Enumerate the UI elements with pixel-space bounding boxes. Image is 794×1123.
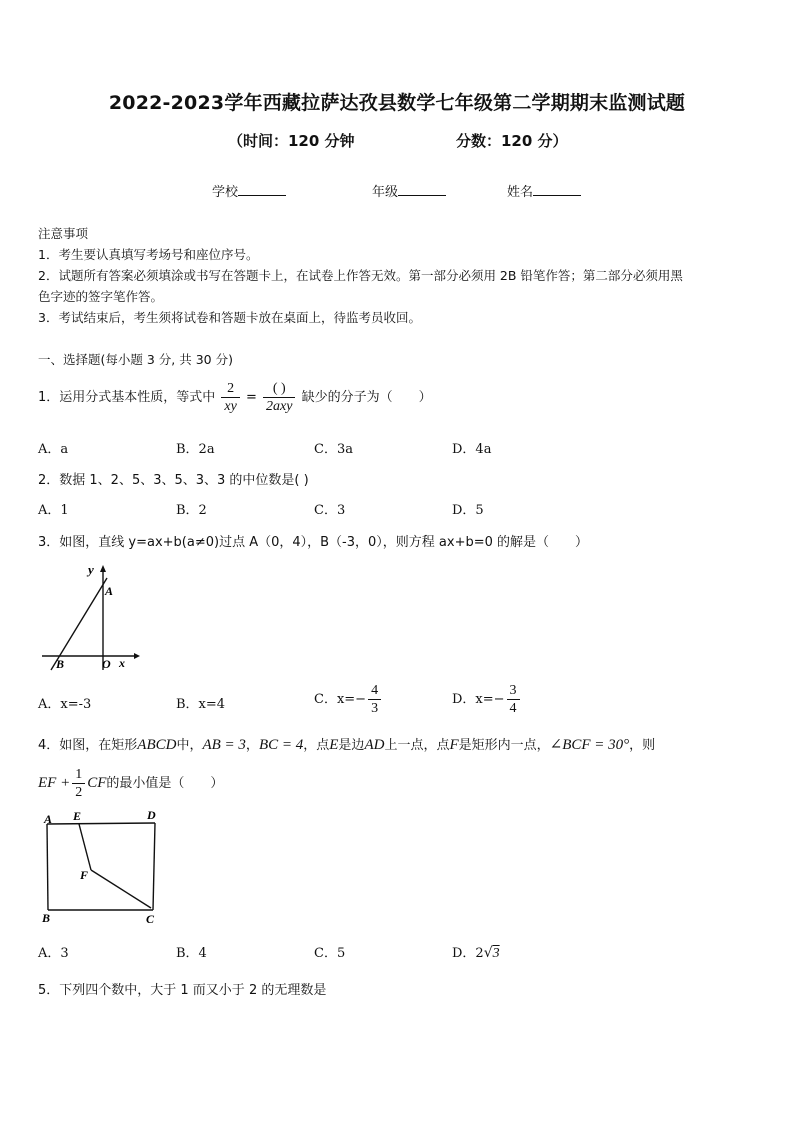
q3-label-x: x	[119, 656, 125, 670]
question-4-line-1: 4．如图，在矩形ABCD中，AB = 3，BC = 4，点E是边AD上一点，点F是矩形内一点，∠BCF = 30°，则	[38, 737, 656, 753]
q4-side-dc	[153, 823, 155, 910]
q4-segment-ef	[79, 824, 91, 870]
notice-item-3: 3．考试结束后，考生须将试卷和答题卡放在桌面上，待监考员收回。	[38, 310, 421, 325]
page-title: 2022-2023学年西藏拉萨达孜县数学七年级第二学期期末监测试题	[108, 92, 686, 114]
q4-label-d: D	[147, 808, 156, 822]
school-label: 学校	[212, 185, 239, 200]
q2-option-c[interactable]: C．3	[314, 503, 346, 518]
school-blank[interactable]	[238, 183, 286, 196]
grade-field[interactable]	[372, 181, 446, 200]
notice-item-2a: 2．试题所有答案必须填涂或书写在答题卡上，在试卷上作答无效。第一部分必须用 2B 铅笔作答；第二部分必须用黑	[38, 268, 683, 283]
q4-option-b[interactable]: B．4	[176, 946, 207, 961]
q2-option-b[interactable]: B．2	[176, 503, 207, 518]
grade-blank[interactable]	[398, 183, 446, 196]
q1-option-b[interactable]: B．2a	[176, 442, 215, 457]
question-5: 5．下列四个数中，大于 1 而又小于 2 的无理数是	[38, 983, 327, 998]
q4-label-c: C	[146, 912, 155, 926]
q4-option-d[interactable]: D．2√3	[452, 945, 500, 961]
q3-x-arrow	[134, 653, 140, 659]
question-1	[38, 378, 432, 418]
q4-figure	[38, 804, 168, 928]
q1-equals: =	[246, 390, 257, 405]
q3-label-o: O	[102, 657, 111, 671]
q1-fraction-right: $\frac{( )}{\text{2axy}}$	[263, 380, 295, 415]
question-3: 3．如图，直线 y=ax+b(a≠0)过点 A（0，4），B（-3，0），则方程 ax+b=0 的解是（ ）	[38, 535, 589, 550]
q1-option-a[interactable]: A．a	[38, 442, 69, 457]
q4-option-c[interactable]: C．5	[314, 946, 346, 961]
q2-option-a[interactable]: A．1	[38, 503, 69, 518]
q3-d-fraction: $\frac{3}{4}$	[507, 682, 520, 717]
q1-fraction-left: $\frac{2}{xy}$	[221, 380, 239, 415]
q4-segment-fc	[91, 870, 151, 908]
question-2: 2．数据 1、2、5、3、5、3、3 的中位数是( )	[38, 473, 309, 488]
section-heading: 一、选择题(每小题 3 分, 共 30 分)	[38, 352, 233, 367]
q3-option-a[interactable]: A．x=-3	[38, 697, 92, 712]
exam-time: （时间：120 分钟	[228, 132, 355, 150]
school-field[interactable]	[212, 181, 286, 200]
q3-option-b[interactable]: B．x=4	[176, 697, 226, 712]
q4-label-e: E	[73, 809, 82, 823]
q4-label-f: F	[80, 868, 89, 882]
q4-option-a[interactable]: A．3	[38, 946, 69, 961]
q4-side-ad	[47, 823, 155, 824]
q4-side-ab	[47, 824, 48, 910]
q1-suffix: 缺少的分子为（ ）	[301, 390, 432, 405]
name-blank[interactable]	[533, 183, 581, 196]
q3-label-b: B	[56, 657, 65, 671]
exam-score: 分数：120 分）	[456, 132, 568, 150]
q3-c-fraction: $\frac{4}{3}$	[368, 682, 381, 717]
q3-figure	[36, 560, 146, 675]
q3-label-y: y	[88, 562, 94, 577]
q3-option-c[interactable]: C．x=− $\frac{4}{3}$	[314, 680, 383, 720]
q4-label-a: A	[44, 812, 53, 826]
notice-item-2b: 色字迹的签字笔作答。	[38, 289, 164, 304]
notice-heading: 注意事项	[38, 226, 89, 241]
notice-item-1: 1．考生要认真填写考场号和座位序号。	[38, 247, 259, 262]
q1-option-c[interactable]: C．3a	[314, 442, 353, 457]
q3-y-arrow	[100, 565, 106, 572]
sqrt-icon: √	[483, 945, 493, 961]
q1-option-d[interactable]: D．4a	[452, 442, 492, 457]
name-field[interactable]	[507, 181, 581, 200]
q2-option-d[interactable]: D．5	[452, 503, 484, 518]
q4-label-b: B	[42, 911, 51, 925]
question-4-line-2: EF + $\frac{1}{2}$ CF的最小值是（ ）	[38, 767, 224, 800]
grade-label: 年级	[372, 185, 399, 200]
name-label: 姓名	[507, 185, 534, 200]
q3-option-d[interactable]: D．x=− $\frac{3}{4}$	[452, 680, 522, 720]
q3-label-a: A	[105, 584, 114, 598]
q4-half-fraction: $\frac{1}{2}$	[72, 766, 85, 801]
q1-prefix: 1．运用分式基本性质，等式中	[38, 390, 216, 405]
